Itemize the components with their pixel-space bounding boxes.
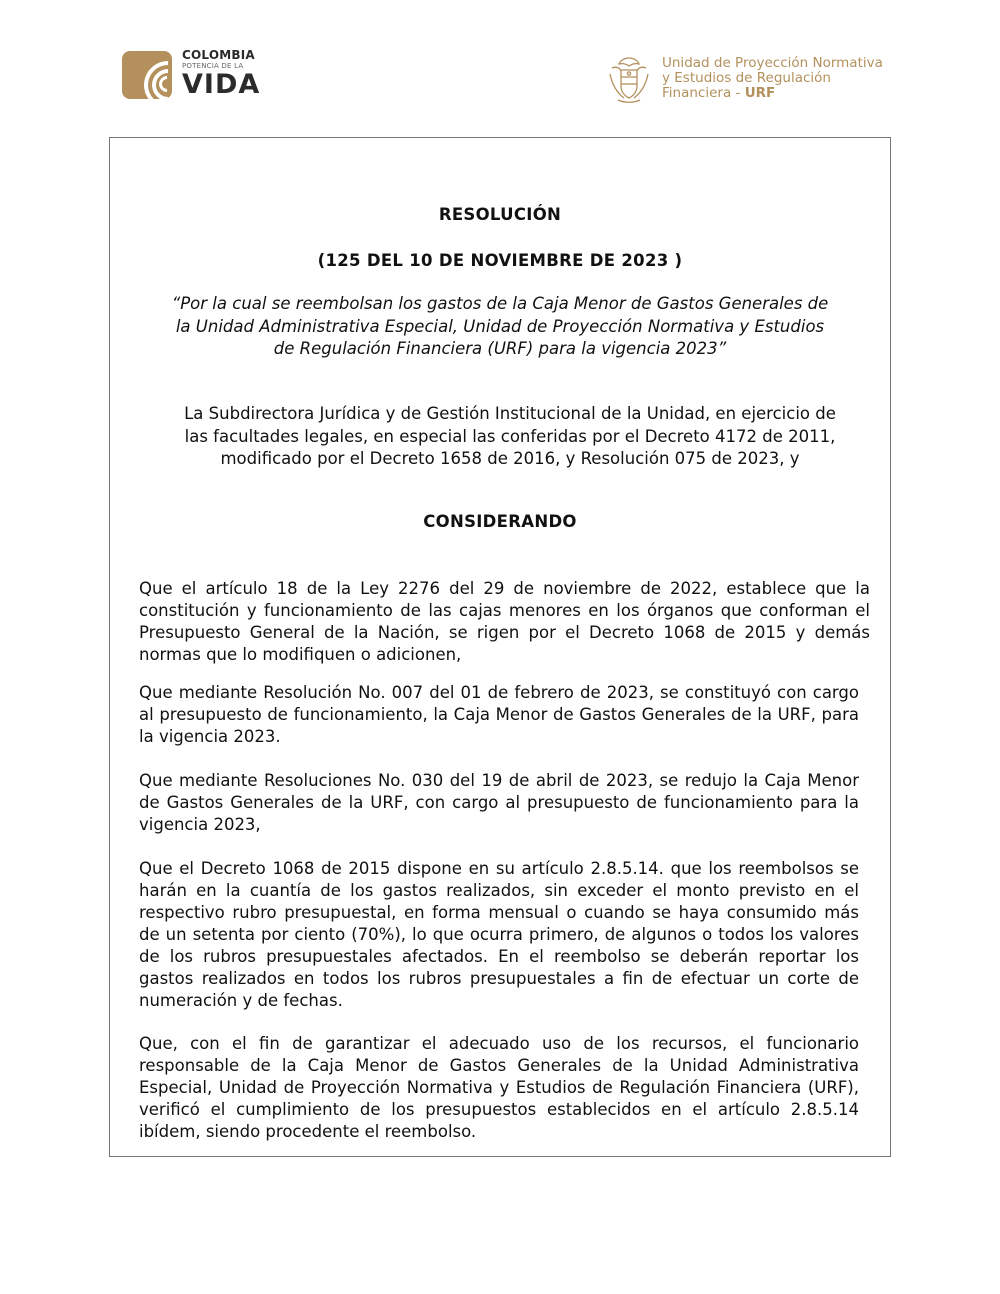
urf-logo-line2: y Estudios de Regulación (662, 70, 831, 86)
subtitle-line: de Regulación Financiera (URF) para la vigencia 2023” (273, 339, 727, 358)
paragraph: Que el Decreto 1068 de 2015 dispone en su artículo 2.8.5.14. que los reembolsos se harán en la cuantía de los gastos realizados, sin exceder el monto previsto en el respectivo rubro presupuestal, en forma mensual o cuando se haya consumido más de un setenta por ciento (70%), lo que ocurra primero, de algunos o todos los valores de los rubros presupuestales afectados. En el reembolso se deberán reportar los gastos realizados en todos los rubros presupuestales a fin de efectuar un corte de numeración y de fechas. (139, 859, 859, 1010)
colombia-potencia-de-la-vida-logo (122, 49, 262, 101)
resolution-number: (125 DEL 10 DE NOVIEMBRE DE 2023 ) (317, 251, 683, 270)
preamble-line: La Subdirectora Jurídica y de Gestión Institucional de la Unidad, en ejercicio de (184, 404, 836, 423)
coat-of-arms-icon (606, 54, 652, 106)
paragraph: Que, con el fin de garantizar el adecuado uso de los recursos, el funcionario responsable de la Caja Menor de Gastos Generales de la Unidad Administrativa Especial, Unidad de Proyección Normativa y Estudios de Regulación Financiera (URF), verificó el cumplimiento de los presupuestos establecidos en el artículo 2.8.5.14 ibídem, siendo procedente el reembolso. (139, 1034, 859, 1141)
page-header (0, 0, 1000, 130)
considerando-heading: CONSIDERANDO (423, 512, 577, 531)
logo-line-vida: VIDA (182, 69, 261, 100)
preamble-line: modificado por el Decreto 1658 de 2016, y Resolución 075 de 2023, y (220, 449, 800, 468)
paragraph: Que el artículo 18 de la Ley 2276 del 29 de noviembre de 2022, establece que la constitución y funcionamiento de las cajas menores en los órganos que conforman el Presupuesto General de la Nación, se rigen por el Decreto 1068 de 2015 y demás normas que lo modifiquen o adicionen, (139, 579, 870, 664)
preamble-line: las facultades legales, en especial las conferidas por el Decreto 4172 de 2011, (184, 426, 836, 446)
subtitle-line: “Por la cual se reembolsan los gastos de la Caja Menor de Gastos Generales de (171, 294, 829, 313)
urf-logo-line3: Financiera - URF (662, 85, 776, 101)
logo-line-potencia: POTENCIA DE LA (182, 62, 244, 70)
paragraph: Que mediante Resoluciones No. 030 del 19 de abril de 2023, se redujo la Caja Menor de Gastos Generales de la URF, con cargo al presupuesto de funcionamiento para la vigencia 2023, (139, 771, 859, 834)
document-title: RESOLUCIÓN (438, 205, 562, 224)
subtitle-line: la Unidad Administrativa Especial, Unidad de Proyección Normativa y Estudios (175, 316, 825, 336)
paragraph: Que mediante Resolución No. 007 del 01 de febrero de 2023, se constituyó con cargo al presupuesto de funcionamiento, la Caja Menor de Gastos Generales de la URF, para la vigencia 2023. (139, 683, 859, 746)
urf-logo (606, 54, 896, 108)
colombia-logo-icon (122, 51, 172, 99)
logo-line-colombia: COLOMBIA (182, 48, 255, 62)
urf-logo-line1: Unidad de Proyección Normativa (662, 55, 883, 71)
resolution-subtitle (138, 293, 862, 361)
preamble (145, 403, 875, 471)
